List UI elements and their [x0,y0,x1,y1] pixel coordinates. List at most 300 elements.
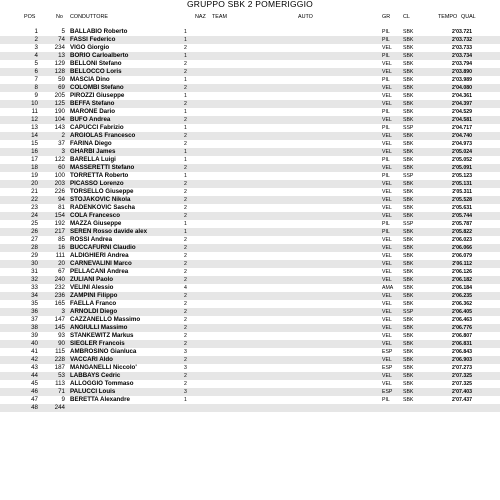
lap-time: 2'04.740 [452,133,472,139]
rider-name: FAELLA Franco [70,300,117,307]
class-cell: SBK [403,357,414,363]
position-cell: 37 [31,316,38,323]
number-cell: 122 [54,156,65,163]
table-row [0,324,500,332]
group-cell: PIL [382,125,390,131]
group-cell: ESP [382,365,393,371]
class-cell: SBK [403,205,414,211]
naz-cell: 2 [184,373,187,379]
number-cell: 59 [58,76,65,83]
table-row [0,380,500,388]
rider-name: BEFFA Stefano [70,100,115,107]
position-cell: 35 [31,300,38,307]
rider-name: GHARBI James [70,148,116,155]
position-cell: 1 [34,28,38,35]
class-cell: SBK [403,365,414,371]
table-row [0,236,500,244]
class-cell: SBK [403,285,414,291]
naz-cell: 3 [184,349,187,355]
lap-time: 2'04.397 [452,101,472,107]
table-row [0,356,500,364]
number-cell: 143 [54,124,65,131]
class-cell: SBK [403,157,414,163]
position-cell: 14 [31,132,38,139]
lap-time: 2'04.973 [452,141,472,147]
rider-name: PICASSO Lorenzo [70,180,124,187]
position-cell: 23 [31,204,38,211]
number-cell: 125 [54,100,65,107]
naz-cell: 2 [184,261,187,267]
table-row [0,300,500,308]
naz-cell: 2 [184,117,187,123]
position-cell: 34 [31,292,38,299]
group-cell: ESP [382,389,393,395]
group-cell: PIL [382,229,390,235]
position-cell: 19 [31,172,38,179]
header-no: No [56,14,63,20]
position-cell: 11 [31,108,38,115]
rider-name: ZAMPINI Filippo [70,292,118,299]
header-cl: CL [403,14,410,20]
group-cell: VEL [382,141,392,147]
table-row [0,100,500,108]
table-row [0,60,500,68]
table-row [0,188,500,196]
number-cell: 104 [54,116,65,123]
rider-name: ALLOGGIO Tommaso [70,380,134,387]
rider-name: FASSI Federico [70,36,116,43]
naz-cell: 2 [184,197,187,203]
class-cell: SBK [403,213,414,219]
position-cell: 44 [31,372,38,379]
rider-name: VIGO Giorgio [70,44,110,51]
rider-name: STOJAKOVIC Nikola [70,196,131,203]
lap-time: 2'04.529 [452,109,472,115]
position-cell: 12 [31,116,38,123]
lap-time: 2'06.235 [452,293,472,299]
table-row [0,148,500,156]
number-cell: 81 [58,204,65,211]
group-cell: VEL [382,293,392,299]
number-cell: 154 [54,212,65,219]
group-cell: PIL [382,37,390,43]
number-cell: 129 [54,60,65,67]
class-cell: SBK [403,261,414,267]
rider-name: ROSSI Andrea [70,236,113,243]
header-time: TEMPO [438,14,458,20]
lap-time: 2'05.123 [452,173,472,179]
position-cell: 33 [31,284,38,291]
group-cell: VEL [382,69,392,75]
group-cell: VEL [382,85,392,91]
naz-cell: 1 [184,93,187,99]
lap-time: 2'06.066 [452,245,472,251]
table-row [0,108,500,116]
lap-time: 2'04.581 [452,117,472,123]
naz-cell: 2 [184,253,187,259]
naz-cell: 3 [184,389,187,395]
number-cell: 187 [54,364,65,371]
class-cell: SBK [403,245,414,251]
rider-name: ANGIULLI Massimo [70,324,128,331]
class-cell: SBK [403,45,414,51]
rider-name: BALLABIO Roberto [70,28,128,35]
number-cell: 128 [54,68,65,75]
class-cell: SBK [403,349,414,355]
position-cell: 40 [31,340,38,347]
group-cell: VEL [382,277,392,283]
table-row [0,124,500,132]
rider-name: MAZZA Giuseppe [70,220,122,227]
position-cell: 39 [31,332,38,339]
group-cell: VEL [382,333,392,339]
table-row [0,156,500,164]
rider-name: TORRETTA Roberto [70,172,129,179]
class-cell: SBK [403,197,414,203]
header-rider: CONDUTTORE [70,14,108,20]
lap-time: 2'05.787 [452,221,472,227]
number-cell: 93 [58,332,65,339]
naz-cell: 2 [184,181,187,187]
class-cell: SBK [403,269,414,275]
lap-time: 2'06.112 [452,261,472,267]
number-cell: 111 [55,252,65,259]
position-cell: 3 [34,44,38,51]
number-cell: 53 [58,372,65,379]
group-cell: VEL [382,45,392,51]
group-cell: AMA [382,285,394,291]
naz-cell: 3 [184,365,187,371]
lap-time: 2'05.311 [452,189,472,195]
naz-cell: 2 [184,301,187,307]
position-cell: 31 [31,268,38,275]
class-cell: SBK [403,341,414,347]
group-cell: VEL [382,261,392,267]
table-row [0,268,500,276]
naz-cell: 2 [184,101,187,107]
number-cell: 115 [55,348,65,355]
group-cell: PIL [382,157,390,163]
class-cell: SBK [403,29,414,35]
naz-cell: 2 [184,189,187,195]
naz-cell: 1 [184,221,187,227]
position-cell: 21 [31,188,38,195]
group-cell: VEL [382,189,392,195]
page-title: GRUPPO SBK 2 POMERIGGIO [187,0,313,9]
rider-name: VELINI Alessio [70,284,114,291]
lap-time: 2'07.403 [452,389,472,395]
number-cell: 37 [58,140,65,147]
header-pos: POS [24,14,36,20]
group-cell: VEL [382,357,392,363]
class-cell: SBK [403,397,414,403]
naz-cell: 2 [184,45,187,51]
table-row [0,308,500,316]
rider-name: BARELLA Luigi [70,156,116,163]
number-cell: 2 [61,132,65,139]
lap-time: 2'03.734 [452,53,472,59]
position-cell: 30 [31,260,38,267]
table-row [0,196,500,204]
rider-name: BUCCAFURNI Claudio [70,244,136,251]
naz-cell: 1 [184,125,187,131]
lap-time: 2'06.776 [452,325,472,331]
rider-name: PALUCCI Louis [70,388,116,395]
group-cell: VEL [382,325,392,331]
class-cell: SBK [403,389,414,395]
table-row [0,68,500,76]
naz-cell: 2 [184,85,187,91]
rider-name: VACCARI Aldo [70,356,113,363]
table-row [0,372,500,380]
rider-name: LABBAYS Cedric [70,372,121,379]
lap-time: 2'06.807 [452,333,472,339]
group-cell: VEL [382,301,392,307]
number-cell: 74 [58,36,65,43]
position-cell: 32 [31,276,38,283]
rider-name: CAZZANELLO Massimo [70,316,141,323]
table-row [0,116,500,124]
lap-time: 2'04.361 [452,93,472,99]
rider-name: BERETTA Alexandre [70,396,130,403]
lap-time: 2'03.733 [452,45,472,51]
group-cell: ESP [382,349,393,355]
lap-time: 2'03.989 [452,77,472,83]
table-header [0,13,500,22]
number-cell: 100 [54,172,65,179]
table-row [0,164,500,172]
lap-time: 2'03.890 [452,69,472,75]
group-cell: VEL [382,149,392,155]
naz-cell: 2 [184,61,187,67]
position-cell: 25 [31,220,38,227]
naz-cell: 1 [184,109,187,115]
lap-time: 2'07.325 [452,373,472,379]
naz-cell: 2 [184,317,187,323]
group-cell: PIL [382,397,390,403]
group-cell: VEL [382,317,392,323]
rider-name: PIROZZI Giuseppe [70,92,125,99]
rider-name: ALDIGHIERI Andrea [70,252,129,259]
number-cell: 203 [54,180,65,187]
number-cell: 190 [54,108,65,115]
number-cell: 240 [54,276,65,283]
position-cell: 45 [31,380,38,387]
position-cell: 13 [31,124,38,131]
rider-name: AMBROSINO Gianluca [70,348,137,355]
group-cell: VEL [382,381,392,387]
class-cell: SBK [403,133,414,139]
position-cell: 7 [34,76,38,83]
number-cell: 226 [54,188,65,195]
number-cell: 205 [54,92,65,99]
lap-time: 2'05.024 [452,149,472,155]
rider-name: STANKEWITZ Markus [70,332,134,339]
class-cell: SBK [403,317,414,323]
naz-cell: 1 [184,173,187,179]
number-cell: 3 [61,148,65,155]
table-row [0,396,500,404]
naz-cell: 2 [184,333,187,339]
lap-time: 2'07.273 [452,365,472,371]
naz-cell: 2 [184,133,187,139]
class-cell: SSP [403,173,414,179]
table-row [0,52,500,60]
rider-name: RADENKOVIC Sascha [70,204,135,211]
position-cell: 43 [31,364,38,371]
group-cell: VEL [382,373,392,379]
rider-name: BORIO Carloalberto [70,52,129,59]
naz-cell: 2 [184,341,187,347]
position-cell: 2 [34,36,38,43]
position-cell: 22 [31,196,38,203]
lap-time: 2'06.182 [452,277,472,283]
lap-time: 2'04.717 [452,125,472,131]
position-cell: 24 [31,212,38,219]
header-team: TEAM [212,14,227,20]
lap-time: 2'05.631 [452,205,472,211]
number-cell: 90 [58,340,65,347]
rider-name: TORSELLO Giuseppe [70,188,134,195]
class-cell: SBK [403,229,414,235]
group-cell: VEL [382,117,392,123]
position-cell: 16 [31,148,38,155]
lap-time: 2'05.131 [452,181,472,187]
number-cell: 3 [61,308,65,315]
class-cell: SSP [403,309,414,315]
number-cell: 69 [58,84,65,91]
table-row [0,244,500,252]
position-cell: 8 [34,84,38,91]
number-cell: 113 [55,380,65,387]
rider-name: ZULIANI Paolo [70,276,113,283]
lap-time: 2'05.052 [452,157,472,163]
naz-cell: 1 [184,29,187,35]
rider-name: COLOMBI Stefano [70,84,124,91]
naz-cell: 2 [184,205,187,211]
naz-cell: 2 [184,165,187,171]
group-cell: PIL [382,53,390,59]
naz-cell: 2 [184,325,187,331]
class-cell: SBK [403,301,414,307]
naz-cell: 2 [184,277,187,283]
naz-cell: 2 [184,141,187,147]
table-row [0,36,500,44]
position-cell: 47 [31,396,38,403]
table-row [0,92,500,100]
lap-time: 2'06.023 [452,237,472,243]
group-cell: VEL [382,93,392,99]
class-cell: SBK [403,61,414,67]
class-cell: SBK [403,381,414,387]
lap-time: 2'06.079 [452,253,472,259]
group-cell: VEL [382,341,392,347]
lap-time: 2'03.721 [452,29,472,35]
position-cell: 20 [31,180,38,187]
number-cell: 60 [58,164,65,171]
class-cell: SSP [403,125,414,131]
rider-name: ARNOLDI Diego [70,308,118,315]
table-row [0,132,500,140]
group-cell: VEL [382,245,392,251]
lap-time: 2'06.126 [452,269,472,275]
rider-name: CARNEVALINI Marco [70,260,132,267]
naz-cell: 1 [184,157,187,163]
naz-cell: 2 [184,357,187,363]
group-cell: PIL [382,109,390,115]
position-cell: 36 [31,308,38,315]
class-cell: SBK [403,181,414,187]
table-row [0,260,500,268]
rider-name: BELLONI Stefano [70,60,122,67]
group-cell: PIL [382,29,390,35]
naz-cell: 2 [184,245,187,251]
number-cell: 94 [58,196,65,203]
table-row [0,348,500,356]
class-cell: SBK [403,237,414,243]
class-cell: SBK [403,93,414,99]
lap-time: 2'05.822 [452,229,472,235]
class-cell: SBK [403,141,414,147]
naz-cell: 1 [184,397,187,403]
table-row [0,340,500,348]
table-row [0,292,500,300]
rider-name: MANGANELLI Niccolo' [70,364,137,371]
class-cell: SBK [403,325,414,331]
position-cell: 4 [34,52,38,59]
class-cell: SBK [403,373,414,379]
position-cell: 15 [31,140,38,147]
group-cell: VEL [382,133,392,139]
lap-time: 2'03.794 [452,61,472,67]
position-cell: 17 [31,156,38,163]
number-cell: 13 [58,52,65,59]
class-cell: SBK [403,277,414,283]
class-cell: SBK [403,117,414,123]
lap-time: 2'06.362 [452,301,472,307]
table-row [0,252,500,260]
table-row [0,140,500,148]
naz-cell: 2 [184,381,187,387]
group-cell: VEL [382,101,392,107]
position-cell: 41 [31,348,38,355]
header-qual: QUAL [461,14,476,20]
results-table [0,28,500,412]
number-cell: 234 [54,44,65,51]
naz-cell: 2 [184,309,187,315]
lap-time: 2'05.744 [452,213,472,219]
rider-name: MARONE Dario [70,108,116,115]
group-cell: VEL [382,269,392,275]
group-cell: VEL [382,181,392,187]
class-cell: SBK [403,149,414,155]
number-cell: 9 [61,396,65,403]
rider-name: SIEGLER Francois [70,340,125,347]
lap-time: 2'06.843 [452,349,472,355]
class-cell: SBK [403,109,414,115]
table-row [0,180,500,188]
class-cell: SBK [403,101,414,107]
table-row [0,388,500,396]
position-cell: 9 [34,92,38,99]
rider-name: SEREN Rosso davide alex [70,228,148,235]
naz-cell: 1 [184,229,187,235]
number-cell: 228 [54,356,65,363]
number-cell: 85 [58,236,65,243]
position-cell: 48 [31,404,38,411]
naz-cell: 1 [184,37,187,43]
group-cell: PIL [382,221,390,227]
